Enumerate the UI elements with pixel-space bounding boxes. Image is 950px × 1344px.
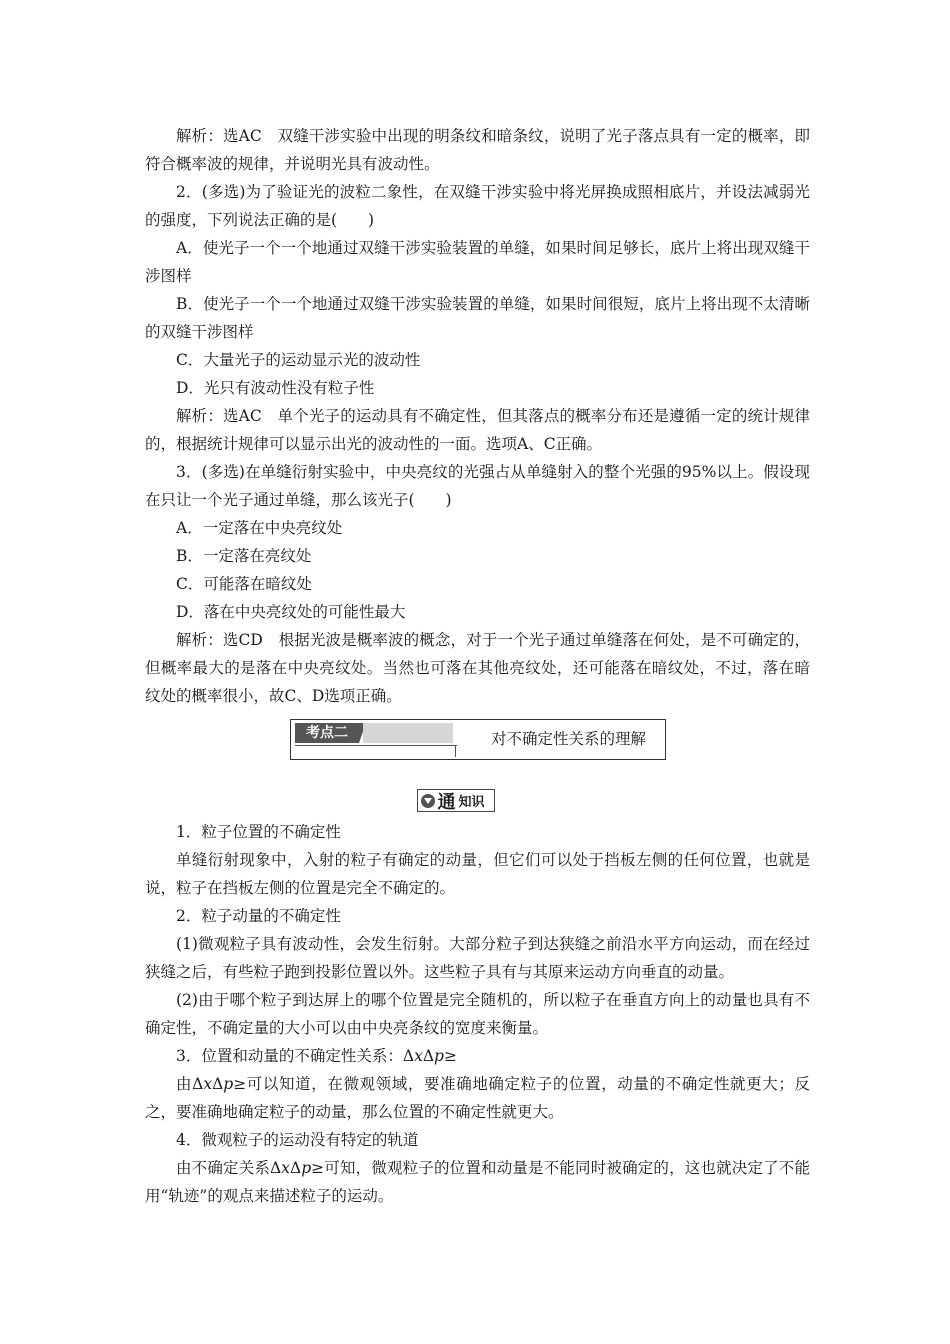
question-2-option-d: D．光只有波动性没有粒子性 [176, 379, 375, 397]
heading-1: 1．粒子位置的不确定性 [176, 823, 341, 841]
heading-2: 2．粒子动量的不确定性 [176, 907, 341, 925]
heading-3-suffix: ≥ [443, 1047, 457, 1065]
paragraph-3-a: 由Δ [176, 1075, 204, 1093]
paragraph-4-a: 由不确定关系Δ [176, 1159, 282, 1177]
paragraph-3 [145, 1070, 810, 1126]
question-3-answer: 解析：选CD 根据光波是概率波的概念，对于一个光子通过单缝落在何处，是不可确定的，但概率最大的是落在中央亮纹处。当然也可落在其他亮纹处，还可能落在暗纹处，不过，落在暗纹处的概率很小，故C、D选项正确。 [145, 631, 810, 705]
badge-small-text: 知识 [458, 795, 485, 810]
answer-paragraph-1: 解析：选AC 双缝干涉实验中出现的明条纹和暗条纹，说明了光子落点具有一定的概率，即符合概率波的规律，并说明光具有波动性。 [145, 127, 810, 173]
question-2-option-a: A．使光子一个一个地通过双缝干涉实验装置的单缝，如果时间足够长，底片上将出现双缝干涉图样 [145, 239, 810, 285]
topic-tab-bar [363, 723, 453, 743]
paragraph-4-x: x [281, 1159, 290, 1177]
question-2-option-b: B．使光子一个一个地通过双缝干涉实验装置的单缝，如果时间很短，底片上将出现不太清晰的双缝干涉图样 [145, 295, 810, 341]
heading-3 [145, 1042, 810, 1070]
question-2-answer: 解析：选AC 单个光子的运动具有不确定性，但其落点的概率分布还是遵循一定的统计规律的，根据统计规律可以显示出光的波动性的一面。选项A、C正确。 [145, 407, 810, 453]
document-page [145, 122, 810, 1210]
paragraph-3-p: p [223, 1075, 234, 1093]
paragraph-4-b: Δ [289, 1159, 302, 1177]
topic-tab-underline [295, 745, 457, 746]
heading-3-delta-p: Δ [422, 1047, 435, 1065]
question-3-option-a: A．一定落在中央亮纹处 [176, 519, 343, 537]
badge-big-char: 通 [437, 791, 456, 813]
heading-3-p: p [434, 1047, 444, 1065]
paragraph-2b: (2)由于哪个粒子到达屏上的哪个位置是完全随机的，所以粒子在垂直方向上的动量也具有不确定性，不确定量的大小可以由中央亮条纹的宽度来衡量。 [145, 991, 810, 1037]
topic-title: 对不确定性关系的理解 [491, 730, 647, 748]
paragraph-2a: (1)微观粒子具有波动性，会发生衍射。大部分粒子到达狭缝之前沿水平方向运动，而在经过狭缝之后，有些粒子跑到投影位置以外。这些粒子具有与其原来运动方向垂直的动量。 [145, 935, 810, 981]
question-3: 3．(多选)在单缝衍射实验中，中央亮纹的光强占从单缝射入的整个光强的95%以上。假设现在只让一个光子通过单缝，那么该光子( ) [145, 463, 810, 509]
paragraph-4-p: p [301, 1159, 312, 1177]
topic-divider [455, 745, 456, 757]
tong-zhishi-badge [417, 789, 495, 812]
paragraph-1: 单缝衍射现象中，入射的粒子有确定的动量，但它们可以处于挡板左侧的任何位置，也就是说，粒子在挡板左侧的位置是完全不确定的。 [145, 851, 810, 897]
heading-3-delta-x: Δ [402, 1047, 415, 1065]
paragraph-4 [145, 1154, 810, 1210]
question-2: 2．(多选)为了验证光的波粒二象性，在双缝干涉实验中将光屏换成照相底片，并设法减弱光的强度，下列说法正确的是( ) [145, 183, 810, 229]
paragraph-4-c: ≥可知，微观粒子的位置和动量是不能同时被确定的，这也就决定了不能用“轨迹”的观点来描述粒子的运动。 [145, 1159, 810, 1205]
question-3-option-b: B．一定落在亮纹处 [176, 547, 312, 565]
heading-4: 4．微观粒子的运动没有特定的轨道 [176, 1131, 419, 1149]
badge-arrow-icon [421, 794, 435, 808]
heading-3-x: x [414, 1047, 423, 1065]
heading-3-prefix: 3．位置和动量的不确定性关系： [176, 1047, 403, 1065]
paragraph-3-c: ≥可以知道，在微观领域，要准确地确定粒子的位置，动量的不确定性就更大；反之，要准确地确定粒子的动量，那么位置的不确定性就更大。 [145, 1075, 810, 1121]
topic-header-box [290, 719, 666, 760]
question-2-option-c: C．大量光子的运动显示光的波动性 [176, 351, 421, 369]
question-3-option-c: C．可能落在暗纹处 [176, 575, 312, 593]
topic-tab-label: 考点二 [295, 723, 359, 743]
paragraph-3-x: x [203, 1075, 213, 1093]
question-3-option-d: D．落在中央亮纹处的可能性最大 [176, 603, 406, 621]
paragraph-3-b: Δ [212, 1075, 224, 1093]
